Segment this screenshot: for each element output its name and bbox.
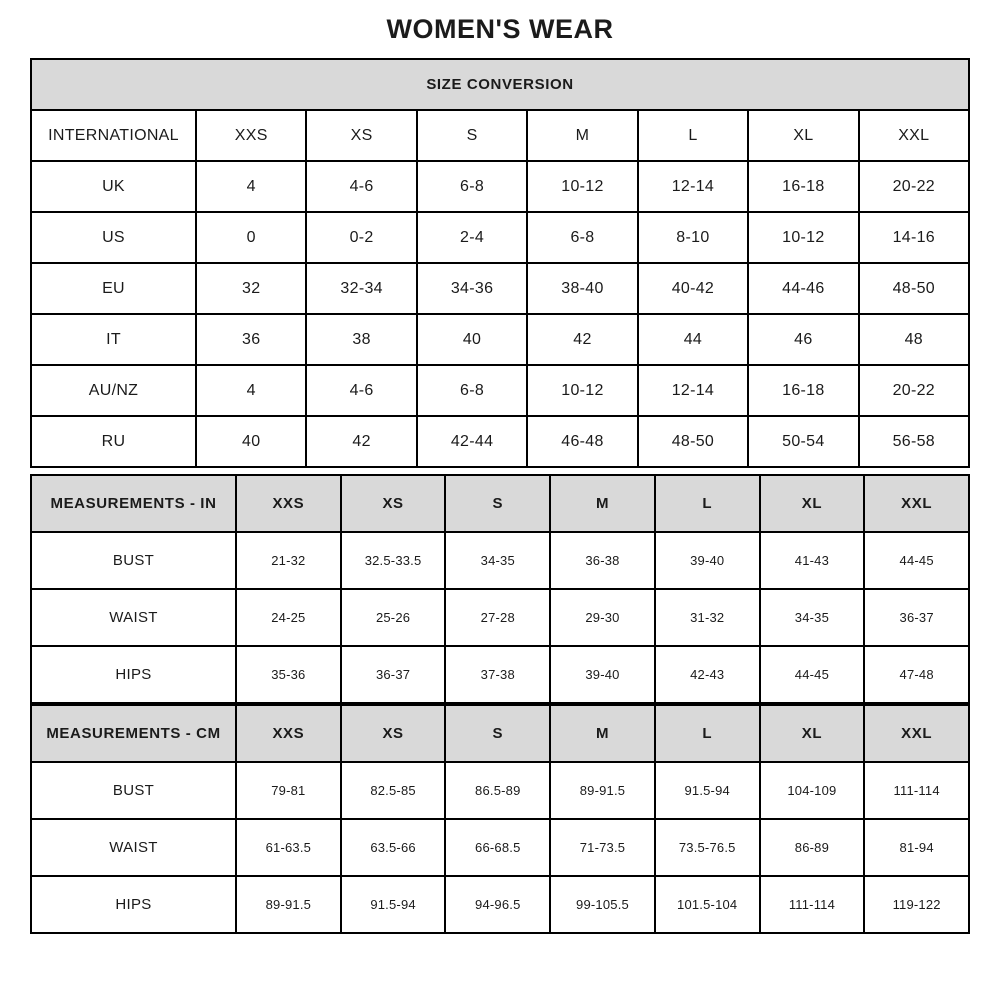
measurement-value-cell: 101.5-104 bbox=[656, 877, 759, 932]
size-value-cell: 40-42 bbox=[639, 264, 747, 313]
measurement-value-cell: 63.5-66 bbox=[342, 820, 445, 875]
size-value-cell: 40 bbox=[418, 315, 526, 364]
size-value-cell: 12-14 bbox=[639, 366, 747, 415]
size-column-header: XS bbox=[342, 706, 445, 761]
row-label-waist: WAIST bbox=[32, 820, 235, 875]
measurement-value-cell: 73.5-76.5 bbox=[656, 820, 759, 875]
size-value-cell: 16-18 bbox=[749, 366, 857, 415]
measurement-value-cell: 44-45 bbox=[865, 533, 968, 588]
size-value-cell: 48 bbox=[860, 315, 968, 364]
size-value-cell: 0-2 bbox=[307, 213, 415, 262]
size-value-cell: 14-16 bbox=[860, 213, 968, 262]
size-column-header: XXL bbox=[865, 476, 968, 531]
size-column-header: S bbox=[446, 706, 549, 761]
measurement-value-cell: 111-114 bbox=[761, 877, 864, 932]
measurement-value-cell: 91.5-94 bbox=[342, 877, 445, 932]
size-column-header: L bbox=[656, 476, 759, 531]
measurement-value-cell: 35-36 bbox=[237, 647, 340, 702]
measurement-value-cell: 61-63.5 bbox=[237, 820, 340, 875]
size-value-cell: 4 bbox=[197, 366, 305, 415]
measurements-cm-table bbox=[30, 704, 970, 934]
size-column-header: XL bbox=[749, 111, 857, 160]
measurements-cm-header: MEASUREMENTS - CM bbox=[32, 706, 235, 761]
size-column-header: XXL bbox=[865, 706, 968, 761]
size-value-cell: 40 bbox=[197, 417, 305, 466]
measurement-value-cell: 42-43 bbox=[656, 647, 759, 702]
measurement-value-cell: 41-43 bbox=[761, 533, 864, 588]
size-value-cell: 38-40 bbox=[528, 264, 636, 313]
size-value-cell: 32-34 bbox=[307, 264, 415, 313]
size-value-cell: 42 bbox=[307, 417, 415, 466]
row-label-international: INTERNATIONAL bbox=[32, 111, 195, 160]
measurement-value-cell: 89-91.5 bbox=[237, 877, 340, 932]
measurement-value-cell: 66-68.5 bbox=[446, 820, 549, 875]
measurement-value-cell: 39-40 bbox=[656, 533, 759, 588]
size-value-cell: 12-14 bbox=[639, 162, 747, 211]
measurement-value-cell: 36-38 bbox=[551, 533, 654, 588]
measurement-value-cell: 27-28 bbox=[446, 590, 549, 645]
size-conversion-header: SIZE CONVERSION bbox=[32, 60, 968, 109]
measurement-value-cell: 29-30 bbox=[551, 590, 654, 645]
measurement-value-cell: 71-73.5 bbox=[551, 820, 654, 875]
size-value-cell: 48-50 bbox=[639, 417, 747, 466]
size-value-cell: 42-44 bbox=[418, 417, 526, 466]
measurement-value-cell: 31-32 bbox=[656, 590, 759, 645]
size-value-cell: 16-18 bbox=[749, 162, 857, 211]
size-column-header: XS bbox=[307, 111, 415, 160]
measurement-value-cell: 86-89 bbox=[761, 820, 864, 875]
measurement-value-cell: 32.5-33.5 bbox=[342, 533, 445, 588]
measurement-value-cell: 86.5-89 bbox=[446, 763, 549, 818]
row-label-it: IT bbox=[32, 315, 195, 364]
size-value-cell: 56-58 bbox=[860, 417, 968, 466]
measurement-value-cell: 47-48 bbox=[865, 647, 968, 702]
measurement-value-cell: 39-40 bbox=[551, 647, 654, 702]
size-column-header: S bbox=[418, 111, 526, 160]
size-column-header: L bbox=[639, 111, 747, 160]
size-value-cell: 4-6 bbox=[307, 366, 415, 415]
row-label-aunz: AU/NZ bbox=[32, 366, 195, 415]
size-value-cell: 36 bbox=[197, 315, 305, 364]
size-column-header: XL bbox=[761, 476, 864, 531]
size-value-cell: 6-8 bbox=[418, 162, 526, 211]
size-column-header: S bbox=[446, 476, 549, 531]
size-value-cell: 44 bbox=[639, 315, 747, 364]
measurement-value-cell: 89-91.5 bbox=[551, 763, 654, 818]
size-value-cell: 8-10 bbox=[639, 213, 747, 262]
size-column-header: XXS bbox=[237, 476, 340, 531]
row-label-waist: WAIST bbox=[32, 590, 235, 645]
size-value-cell: 20-22 bbox=[860, 366, 968, 415]
measurement-value-cell: 25-26 bbox=[342, 590, 445, 645]
measurement-value-cell: 36-37 bbox=[342, 647, 445, 702]
measurement-value-cell: 111-114 bbox=[865, 763, 968, 818]
size-value-cell: 20-22 bbox=[860, 162, 968, 211]
size-column-header: XL bbox=[761, 706, 864, 761]
size-value-cell: 38 bbox=[307, 315, 415, 364]
size-column-header: XXS bbox=[237, 706, 340, 761]
row-label-uk: UK bbox=[32, 162, 195, 211]
size-value-cell: 50-54 bbox=[749, 417, 857, 466]
measurement-value-cell: 82.5-85 bbox=[342, 763, 445, 818]
measurement-value-cell: 34-35 bbox=[446, 533, 549, 588]
page-title: WOMEN'S WEAR bbox=[386, 14, 614, 44]
size-value-cell: 48-50 bbox=[860, 264, 968, 313]
row-label-hips: HIPS bbox=[32, 647, 235, 702]
size-column-header: M bbox=[551, 476, 654, 531]
size-value-cell: 32 bbox=[197, 264, 305, 313]
row-label-hips: HIPS bbox=[32, 877, 235, 932]
size-value-cell: 10-12 bbox=[528, 162, 636, 211]
size-column-header: XXL bbox=[860, 111, 968, 160]
size-column-header: M bbox=[528, 111, 636, 160]
row-label-bust: BUST bbox=[32, 763, 235, 818]
row-label-us: US bbox=[32, 213, 195, 262]
size-value-cell: 0 bbox=[197, 213, 305, 262]
size-value-cell: 46 bbox=[749, 315, 857, 364]
size-value-cell: 42 bbox=[528, 315, 636, 364]
size-column-header: L bbox=[656, 706, 759, 761]
measurements-in-table bbox=[30, 474, 970, 704]
size-value-cell: 44-46 bbox=[749, 264, 857, 313]
measurement-value-cell: 104-109 bbox=[761, 763, 864, 818]
row-label-eu: EU bbox=[32, 264, 195, 313]
size-value-cell: 10-12 bbox=[749, 213, 857, 262]
row-label-bust: BUST bbox=[32, 533, 235, 588]
measurement-value-cell: 99-105.5 bbox=[551, 877, 654, 932]
size-value-cell: 46-48 bbox=[528, 417, 636, 466]
measurements-in-header: MEASUREMENTS - IN bbox=[32, 476, 235, 531]
size-value-cell: 2-4 bbox=[418, 213, 526, 262]
size-value-cell: 6-8 bbox=[528, 213, 636, 262]
size-value-cell: 4-6 bbox=[307, 162, 415, 211]
measurement-value-cell: 94-96.5 bbox=[446, 877, 549, 932]
measurement-value-cell: 119-122 bbox=[865, 877, 968, 932]
size-column-header: XS bbox=[342, 476, 445, 531]
measurement-value-cell: 36-37 bbox=[865, 590, 968, 645]
row-label-ru: RU bbox=[32, 417, 195, 466]
size-value-cell: 6-8 bbox=[418, 366, 526, 415]
size-value-cell: 4 bbox=[197, 162, 305, 211]
measurement-value-cell: 34-35 bbox=[761, 590, 864, 645]
size-value-cell: 34-36 bbox=[418, 264, 526, 313]
measurement-value-cell: 24-25 bbox=[237, 590, 340, 645]
measurement-value-cell: 79-81 bbox=[237, 763, 340, 818]
measurement-value-cell: 21-32 bbox=[237, 533, 340, 588]
measurement-value-cell: 81-94 bbox=[865, 820, 968, 875]
measurement-value-cell: 44-45 bbox=[761, 647, 864, 702]
measurement-value-cell: 91.5-94 bbox=[656, 763, 759, 818]
size-conversion-table bbox=[30, 58, 970, 468]
size-column-header: M bbox=[551, 706, 654, 761]
measurement-value-cell: 37-38 bbox=[446, 647, 549, 702]
size-column-header: XXS bbox=[197, 111, 305, 160]
size-value-cell: 10-12 bbox=[528, 366, 636, 415]
